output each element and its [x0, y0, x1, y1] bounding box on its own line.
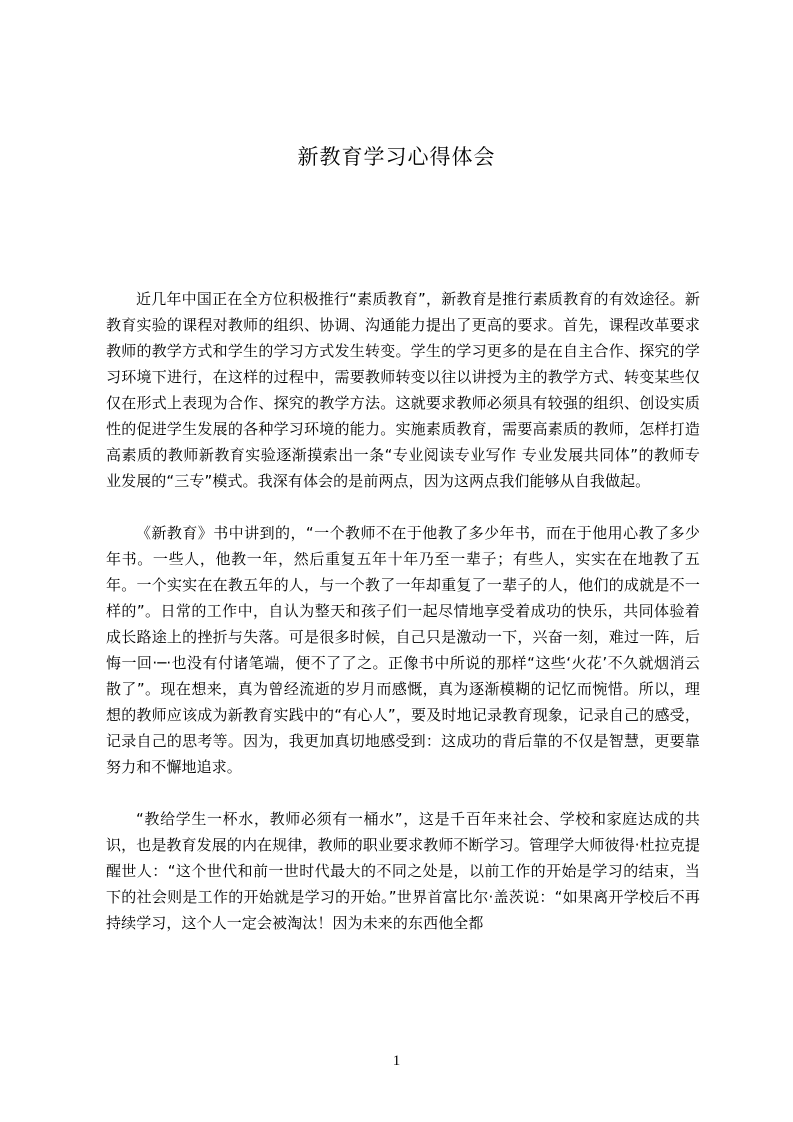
paragraph-2: 《新教育》书中讲到的，“一个教师不在于他教了多少年书，而在于他用心教了多少年书。一些人，他教一年，然后重复五年十年乃至一辈子；有些人，实实在在地教了五年。一个实实在在教五年的人，与一个教了一年却重复了一辈子的人，他们的成就是不一样的”。日常的工作中，自认为整天和孩子们一起尽情地享受着成功的快乐，共同体验着成长路途上的挫折与失落。可是很多时候，自己只是激动一下，兴奋一刻，难过一阵，后悔一回·─·也没有付诸笔端，便不了了之。正像书中所说的那样“这些‘火花’不久就烟消云散了”。现在想来，真为曾经流逝的岁月而感慨，真为逐渐模糊的记忆而惋惜。所以，理想的教师应该成为新教育实践中的“有心人”，要及时地记录教育现象，记录自己的感受，记录自己的思考等。因为，我更加真切地感受到：这成功的背后靠的不仅是智慧，更要靠努力和不懈地追求。 [106, 524, 700, 776]
document-title: 新教育学习心得体会 [297, 145, 496, 169]
paragraph-3: “教给学生一杯水，教师必须有一桶水”，这是千百年来社会、学校和家庭达成的共识，也是教育发展的内在规律，教师的职业要求教师不断学习。管理学大师彼得·杜拉克提醒世人：“这个世代和前一世时代最大的不同之处是，以前工作的开始是学习的结束，当下的社会则是工作的开始就是学习的开始。”世界首富比尔·盖茨说：“如果离开学校后不再持续学习，这个人一定会被淘汰！因为未来的东西他全都 [106, 810, 700, 932]
page-number: 1 [392, 1053, 401, 1069]
document-body [106, 286, 700, 962]
paragraph-1: 近几年中国正在全方位积极推行“素质教育”，新教育是推行素质教育的有效途径。新教育实验的课程对教师的组织、协调、沟通能力提出了更高的要求。首先，课程改革要求教师的教学方式和学生的学习方式发生转变。学生的学习更多的是在自主合作、探究的学习环境下进行，在这样的过程中，需要教师转变以往以讲授为主的教学方式、转变某些仅仅在形式上表现为合作、探究的教学方法。这就要求教师必须具有较强的组织、创设实质性的促进学生发展的各种学习环境的能力。实施素质教育，需要高素质的教师，怎样打造高素质的教师新教育实验逐渐摸索出一条“专业阅读专业写作 专业发展共同体”的教师专业发展的“三专”模式。我深有体会的是前两点，因为这两点我们能够从自我做起。 [106, 290, 700, 490]
